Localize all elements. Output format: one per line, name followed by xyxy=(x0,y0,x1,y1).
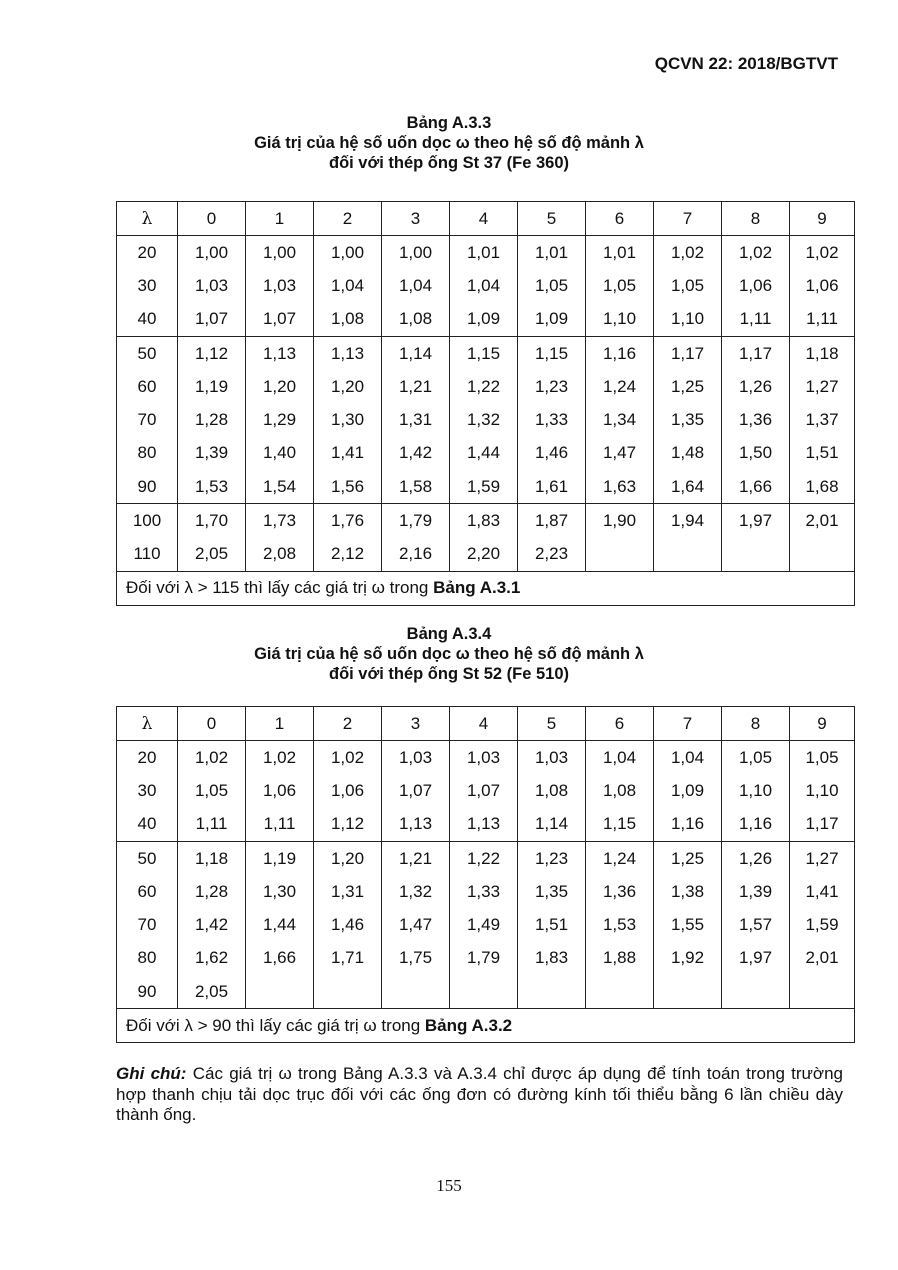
header-cell-unit-digit: 2 xyxy=(314,202,382,236)
omega-value-cell: 1,51 xyxy=(790,437,855,470)
table-row xyxy=(117,538,855,572)
row-lambda-cell: 70 xyxy=(117,908,178,941)
omega-value-cell: 1,59 xyxy=(790,908,855,941)
omega-value-cell: 1,64 xyxy=(654,470,722,504)
omega-value-cell: 1,68 xyxy=(790,470,855,504)
omega-value-cell: 1,04 xyxy=(450,269,518,302)
omega-value-cell: 1,28 xyxy=(178,875,246,908)
omega-value-cell: 1,92 xyxy=(654,942,722,975)
omega-value-cell xyxy=(314,975,382,1009)
omega-value-cell: 1,16 xyxy=(654,808,722,842)
omega-value-cell: 1,83 xyxy=(450,504,518,538)
header-cell-unit-digit: 7 xyxy=(654,707,722,741)
table-row xyxy=(117,975,855,1009)
table-header-row xyxy=(117,202,855,236)
header-cell-unit-digit: 8 xyxy=(722,707,790,741)
footnote-table-reference: Bảng A.3.1 xyxy=(433,578,521,598)
table-footnote xyxy=(117,571,855,605)
omega-value-cell: 1,08 xyxy=(314,303,382,337)
omega-value-cell: 2,08 xyxy=(246,538,314,572)
table-row xyxy=(117,808,855,842)
omega-value-cell: 1,12 xyxy=(178,336,246,370)
row-lambda-cell: 40 xyxy=(117,808,178,842)
omega-value-cell: 1,49 xyxy=(450,908,518,941)
omega-value-cell: 1,26 xyxy=(722,370,790,403)
omega-value-cell: 1,97 xyxy=(722,942,790,975)
row-lambda-cell: 20 xyxy=(117,741,178,775)
omega-value-cell: 1,24 xyxy=(586,370,654,403)
omega-value-cell xyxy=(246,975,314,1009)
omega-value-cell: 2,01 xyxy=(790,504,855,538)
omega-value-cell xyxy=(586,975,654,1009)
omega-value-cell: 1,23 xyxy=(518,370,586,403)
omega-value-cell: 2,05 xyxy=(178,975,246,1009)
omega-value-cell: 1,27 xyxy=(790,370,855,403)
omega-value-cell: 1,05 xyxy=(654,269,722,302)
omega-value-cell: 1,46 xyxy=(314,908,382,941)
omega-value-cell: 1,13 xyxy=(450,808,518,842)
table-a34-caption xyxy=(0,624,898,684)
omega-value-cell: 1,66 xyxy=(246,942,314,975)
omega-value-cell: 1,20 xyxy=(246,370,314,403)
omega-value-cell: 1,42 xyxy=(382,437,450,470)
omega-value-cell xyxy=(382,975,450,1009)
omega-value-cell: 1,01 xyxy=(450,236,518,270)
omega-value-cell: 1,09 xyxy=(450,303,518,337)
header-cell-unit-digit: 1 xyxy=(246,202,314,236)
omega-value-cell: 1,18 xyxy=(790,336,855,370)
omega-value-cell: 1,47 xyxy=(382,908,450,941)
table-row xyxy=(117,336,855,370)
omega-value-cell xyxy=(722,975,790,1009)
omega-value-cell: 1,79 xyxy=(450,942,518,975)
row-lambda-cell: 70 xyxy=(117,403,178,436)
row-lambda-cell: 80 xyxy=(117,942,178,975)
omega-value-cell: 2,16 xyxy=(382,538,450,572)
omega-value-cell: 1,15 xyxy=(450,336,518,370)
omega-value-cell: 1,14 xyxy=(382,336,450,370)
omega-value-cell: 1,66 xyxy=(722,470,790,504)
omega-value-cell: 1,31 xyxy=(314,875,382,908)
omega-value-cell: 1,02 xyxy=(314,741,382,775)
omega-value-cell: 1,34 xyxy=(586,403,654,436)
omega-value-cell: 1,54 xyxy=(246,470,314,504)
omega-value-cell: 1,88 xyxy=(586,942,654,975)
omega-value-cell xyxy=(654,538,722,572)
omega-value-cell: 1,20 xyxy=(314,370,382,403)
omega-value-cell: 1,17 xyxy=(722,336,790,370)
omega-value-cell: 1,04 xyxy=(586,741,654,775)
header-cell-unit-digit: 3 xyxy=(382,202,450,236)
omega-value-cell: 2,05 xyxy=(178,538,246,572)
omega-value-cell: 1,30 xyxy=(246,875,314,908)
omega-value-cell: 1,09 xyxy=(518,303,586,337)
omega-value-cell xyxy=(722,538,790,572)
omega-value-cell xyxy=(790,538,855,572)
omega-value-cell: 1,73 xyxy=(246,504,314,538)
omega-value-cell: 1,35 xyxy=(518,875,586,908)
footnote-table-reference: Bảng A.3.2 xyxy=(424,1015,513,1035)
omega-value-cell: 1,03 xyxy=(450,741,518,775)
header-cell-unit-digit: 6 xyxy=(586,202,654,236)
omega-value-cell: 1,35 xyxy=(654,403,722,436)
omega-value-cell: 1,12 xyxy=(314,808,382,842)
omega-value-cell: 1,48 xyxy=(654,437,722,470)
omega-value-cell: 1,39 xyxy=(178,437,246,470)
omega-value-cell: 1,06 xyxy=(314,774,382,807)
omega-value-cell: 2,20 xyxy=(450,538,518,572)
omega-value-cell: 1,21 xyxy=(382,370,450,403)
omega-value-cell: 1,70 xyxy=(178,504,246,538)
omega-value-cell: 1,10 xyxy=(790,774,855,807)
omega-value-cell: 1,41 xyxy=(790,875,855,908)
omega-value-cell: 1,16 xyxy=(586,336,654,370)
omega-value-cell: 1,06 xyxy=(246,774,314,807)
omega-value-cell: 1,07 xyxy=(178,303,246,337)
table-caption-title: Bảng A.3.3 xyxy=(406,114,492,132)
omega-value-cell: 1,10 xyxy=(654,303,722,337)
omega-value-cell: 1,01 xyxy=(586,236,654,270)
header-cell-unit-digit: 4 xyxy=(450,202,518,236)
omega-value-cell: 1,19 xyxy=(246,841,314,875)
omega-value-cell: 1,20 xyxy=(314,841,382,875)
omega-value-cell: 1,71 xyxy=(314,942,382,975)
omega-value-cell: 1,10 xyxy=(586,303,654,337)
omega-value-cell: 1,03 xyxy=(382,741,450,775)
omega-value-cell: 1,47 xyxy=(586,437,654,470)
omega-value-cell: 1,07 xyxy=(450,774,518,807)
omega-value-cell: 1,39 xyxy=(722,875,790,908)
header-cell-unit-digit: 5 xyxy=(518,707,586,741)
omega-value-cell: 1,13 xyxy=(246,336,314,370)
footnote-text: Đối với λ > 90 thì lấy các giá trị ω trong xyxy=(126,1015,425,1035)
omega-value-cell: 1,11 xyxy=(722,303,790,337)
table-footnote-row xyxy=(117,1009,855,1043)
omega-value-cell: 1,79 xyxy=(382,504,450,538)
omega-value-cell: 1,04 xyxy=(382,269,450,302)
omega-value-cell: 1,90 xyxy=(586,504,654,538)
table-row xyxy=(117,841,855,875)
omega-value-cell: 1,13 xyxy=(382,808,450,842)
omega-value-cell: 1,51 xyxy=(518,908,586,941)
omega-value-cell: 1,13 xyxy=(314,336,382,370)
header-cell-unit-digit: 8 xyxy=(722,202,790,236)
header-cell-unit-digit: 6 xyxy=(586,707,654,741)
table-caption-description: Giá trị của hệ số uốn dọc ω theo hệ số độ mảnh λ xyxy=(254,645,644,663)
omega-value-cell: 1,28 xyxy=(178,403,246,436)
header-cell-unit-digit: 9 xyxy=(790,202,855,236)
omega-value-cell: 1,02 xyxy=(790,236,855,270)
omega-value-cell: 1,33 xyxy=(518,403,586,436)
omega-value-cell: 1,24 xyxy=(586,841,654,875)
omega-value-cell: 1,75 xyxy=(382,942,450,975)
table-row xyxy=(117,437,855,470)
omega-value-cell: 1,02 xyxy=(654,236,722,270)
omega-value-cell: 1,11 xyxy=(246,808,314,842)
omega-value-cell: 1,41 xyxy=(314,437,382,470)
table-row xyxy=(117,370,855,403)
header-cell-unit-digit: 2 xyxy=(314,707,382,741)
omega-value-cell: 1,10 xyxy=(722,774,790,807)
header-cell-unit-digit: 4 xyxy=(450,707,518,741)
omega-value-cell: 2,01 xyxy=(790,942,855,975)
table-a33 xyxy=(116,201,855,606)
table-row xyxy=(117,875,855,908)
omega-value-cell: 1,08 xyxy=(518,774,586,807)
omega-value-cell: 1,32 xyxy=(450,403,518,436)
header-cell-lambda: λ xyxy=(117,202,178,236)
omega-value-cell: 1,29 xyxy=(246,403,314,436)
table-caption-description: Giá trị của hệ số uốn dọc ω theo hệ số độ mảnh λ xyxy=(254,134,644,152)
header-cell-unit-digit: 0 xyxy=(178,707,246,741)
omega-value-cell: 1,11 xyxy=(178,808,246,842)
table-row xyxy=(117,269,855,302)
omega-value-cell: 1,09 xyxy=(654,774,722,807)
omega-value-cell: 1,05 xyxy=(722,741,790,775)
header-cell-unit-digit: 5 xyxy=(518,202,586,236)
omega-value-cell: 1,02 xyxy=(178,741,246,775)
omega-value-cell xyxy=(654,975,722,1009)
table-row xyxy=(117,236,855,270)
omega-value-cell: 1,25 xyxy=(654,370,722,403)
omega-value-cell: 1,56 xyxy=(314,470,382,504)
table-row xyxy=(117,908,855,941)
table-row xyxy=(117,774,855,807)
omega-value-cell: 1,00 xyxy=(246,236,314,270)
omega-value-cell: 1,58 xyxy=(382,470,450,504)
row-lambda-cell: 60 xyxy=(117,875,178,908)
omega-value-cell: 1,22 xyxy=(450,841,518,875)
omega-value-cell: 1,17 xyxy=(654,336,722,370)
omega-value-cell: 1,01 xyxy=(518,236,586,270)
table-caption-material: đối với thép ống St 52 (Fe 510) xyxy=(328,665,569,683)
omega-value-cell: 1,59 xyxy=(450,470,518,504)
omega-value-cell: 1,37 xyxy=(790,403,855,436)
header-cell-unit-digit: 9 xyxy=(790,707,855,741)
omega-value-cell: 1,36 xyxy=(722,403,790,436)
omega-value-cell: 1,00 xyxy=(314,236,382,270)
header-cell-unit-digit: 7 xyxy=(654,202,722,236)
omega-value-cell: 1,50 xyxy=(722,437,790,470)
table-footnote xyxy=(117,1009,855,1043)
note-paragraph xyxy=(116,1064,843,1126)
omega-value-cell: 1,40 xyxy=(246,437,314,470)
omega-value-cell: 1,06 xyxy=(790,269,855,302)
omega-value-cell: 1,62 xyxy=(178,942,246,975)
omega-value-cell: 1,44 xyxy=(450,437,518,470)
row-lambda-cell: 60 xyxy=(117,370,178,403)
omega-value-cell: 1,27 xyxy=(790,841,855,875)
omega-value-cell: 1,38 xyxy=(654,875,722,908)
table-caption-title: Bảng A.3.4 xyxy=(406,625,492,643)
omega-value-cell: 1,33 xyxy=(450,875,518,908)
note-label: Ghi chú: xyxy=(116,1064,187,1083)
omega-value-cell: 1,61 xyxy=(518,470,586,504)
table-footnote-row xyxy=(117,571,855,605)
omega-value-cell xyxy=(790,975,855,1009)
omega-value-cell: 1,06 xyxy=(722,269,790,302)
omega-value-cell: 1,15 xyxy=(586,808,654,842)
omega-value-cell: 1,05 xyxy=(178,774,246,807)
omega-value-cell: 1,94 xyxy=(654,504,722,538)
header-cell-lambda: λ xyxy=(117,707,178,741)
table-caption-material: đối với thép ống St 37 (Fe 360) xyxy=(328,154,569,172)
table-a33-caption xyxy=(0,113,898,173)
row-lambda-cell: 90 xyxy=(117,470,178,504)
omega-value-cell: 1,08 xyxy=(586,774,654,807)
omega-value-cell: 1,14 xyxy=(518,808,586,842)
omega-value-cell: 1,63 xyxy=(586,470,654,504)
row-lambda-cell: 40 xyxy=(117,303,178,337)
omega-value-cell: 1,53 xyxy=(586,908,654,941)
row-lambda-cell: 80 xyxy=(117,437,178,470)
omega-value-cell: 1,08 xyxy=(382,303,450,337)
omega-value-cell: 1,05 xyxy=(790,741,855,775)
omega-value-cell: 1,04 xyxy=(314,269,382,302)
omega-value-cell: 1,46 xyxy=(518,437,586,470)
omega-value-cell: 1,02 xyxy=(722,236,790,270)
omega-value-cell: 1,76 xyxy=(314,504,382,538)
omega-value-cell: 1,03 xyxy=(178,269,246,302)
row-lambda-cell: 100 xyxy=(117,504,178,538)
document-code: QCVN 22: 2018/BGTVT xyxy=(654,54,838,73)
omega-value-cell: 1,00 xyxy=(178,236,246,270)
table-header-row xyxy=(117,707,855,741)
omega-value-cell: 1,26 xyxy=(722,841,790,875)
header-cell-unit-digit: 3 xyxy=(382,707,450,741)
header-cell-unit-digit: 0 xyxy=(178,202,246,236)
omega-value-cell: 1,31 xyxy=(382,403,450,436)
omega-value-cell: 1,44 xyxy=(246,908,314,941)
omega-value-cell: 2,23 xyxy=(518,538,586,572)
omega-value-cell: 1,32 xyxy=(382,875,450,908)
omega-value-cell: 1,36 xyxy=(586,875,654,908)
omega-value-cell: 1,17 xyxy=(790,808,855,842)
omega-value-cell: 1,07 xyxy=(246,303,314,337)
omega-value-cell: 1,57 xyxy=(722,908,790,941)
omega-value-cell: 1,18 xyxy=(178,841,246,875)
omega-value-cell: 1,03 xyxy=(246,269,314,302)
table-row xyxy=(117,504,855,538)
omega-value-cell: 1,23 xyxy=(518,841,586,875)
omega-value-cell xyxy=(586,538,654,572)
omega-value-cell: 1,00 xyxy=(382,236,450,270)
omega-value-cell: 1,03 xyxy=(518,741,586,775)
omega-value-cell: 1,55 xyxy=(654,908,722,941)
table-row xyxy=(117,741,855,775)
table-row xyxy=(117,942,855,975)
omega-value-cell: 1,02 xyxy=(246,741,314,775)
omega-value-cell: 1,07 xyxy=(382,774,450,807)
table-row xyxy=(117,303,855,337)
omega-value-cell: 1,83 xyxy=(518,942,586,975)
omega-value-cell: 1,11 xyxy=(790,303,855,337)
omega-value-cell: 1,42 xyxy=(178,908,246,941)
row-lambda-cell: 30 xyxy=(117,774,178,807)
table-a34 xyxy=(116,706,855,1043)
omega-value-cell: 1,05 xyxy=(518,269,586,302)
row-lambda-cell: 30 xyxy=(117,269,178,302)
omega-value-cell: 2,12 xyxy=(314,538,382,572)
row-lambda-cell: 20 xyxy=(117,236,178,270)
omega-value-cell: 1,30 xyxy=(314,403,382,436)
omega-value-cell: 1,22 xyxy=(450,370,518,403)
table-row xyxy=(117,403,855,436)
omega-value-cell: 1,53 xyxy=(178,470,246,504)
omega-value-cell xyxy=(450,975,518,1009)
omega-value-cell: 1,21 xyxy=(382,841,450,875)
omega-value-cell: 1,15 xyxy=(518,336,586,370)
row-lambda-cell: 90 xyxy=(117,975,178,1009)
table-row xyxy=(117,470,855,504)
footnote-text: Đối với λ > 115 thì lấy các giá trị ω trong xyxy=(126,578,434,598)
omega-value-cell: 1,25 xyxy=(654,841,722,875)
row-lambda-cell: 50 xyxy=(117,841,178,875)
note-text: Các giá trị ω trong Bảng A.3.3 và A.3.4 chỉ được áp dụng để tính toán trong trường hợp thanh chịu tải dọc trục đối với các ống đơn có đường kính tối thiểu bằng 6 lần chiều dày thành ống. xyxy=(116,1064,843,1124)
row-lambda-cell: 110 xyxy=(117,538,178,572)
omega-value-cell: 1,97 xyxy=(722,504,790,538)
header-cell-unit-digit: 1 xyxy=(246,707,314,741)
omega-value-cell: 1,19 xyxy=(178,370,246,403)
row-lambda-cell: 50 xyxy=(117,336,178,370)
page-number: 155 xyxy=(436,1176,462,1195)
omega-value-cell: 1,16 xyxy=(722,808,790,842)
omega-value-cell: 1,04 xyxy=(654,741,722,775)
omega-value-cell: 1,05 xyxy=(586,269,654,302)
omega-value-cell: 1,87 xyxy=(518,504,586,538)
omega-value-cell xyxy=(518,975,586,1009)
